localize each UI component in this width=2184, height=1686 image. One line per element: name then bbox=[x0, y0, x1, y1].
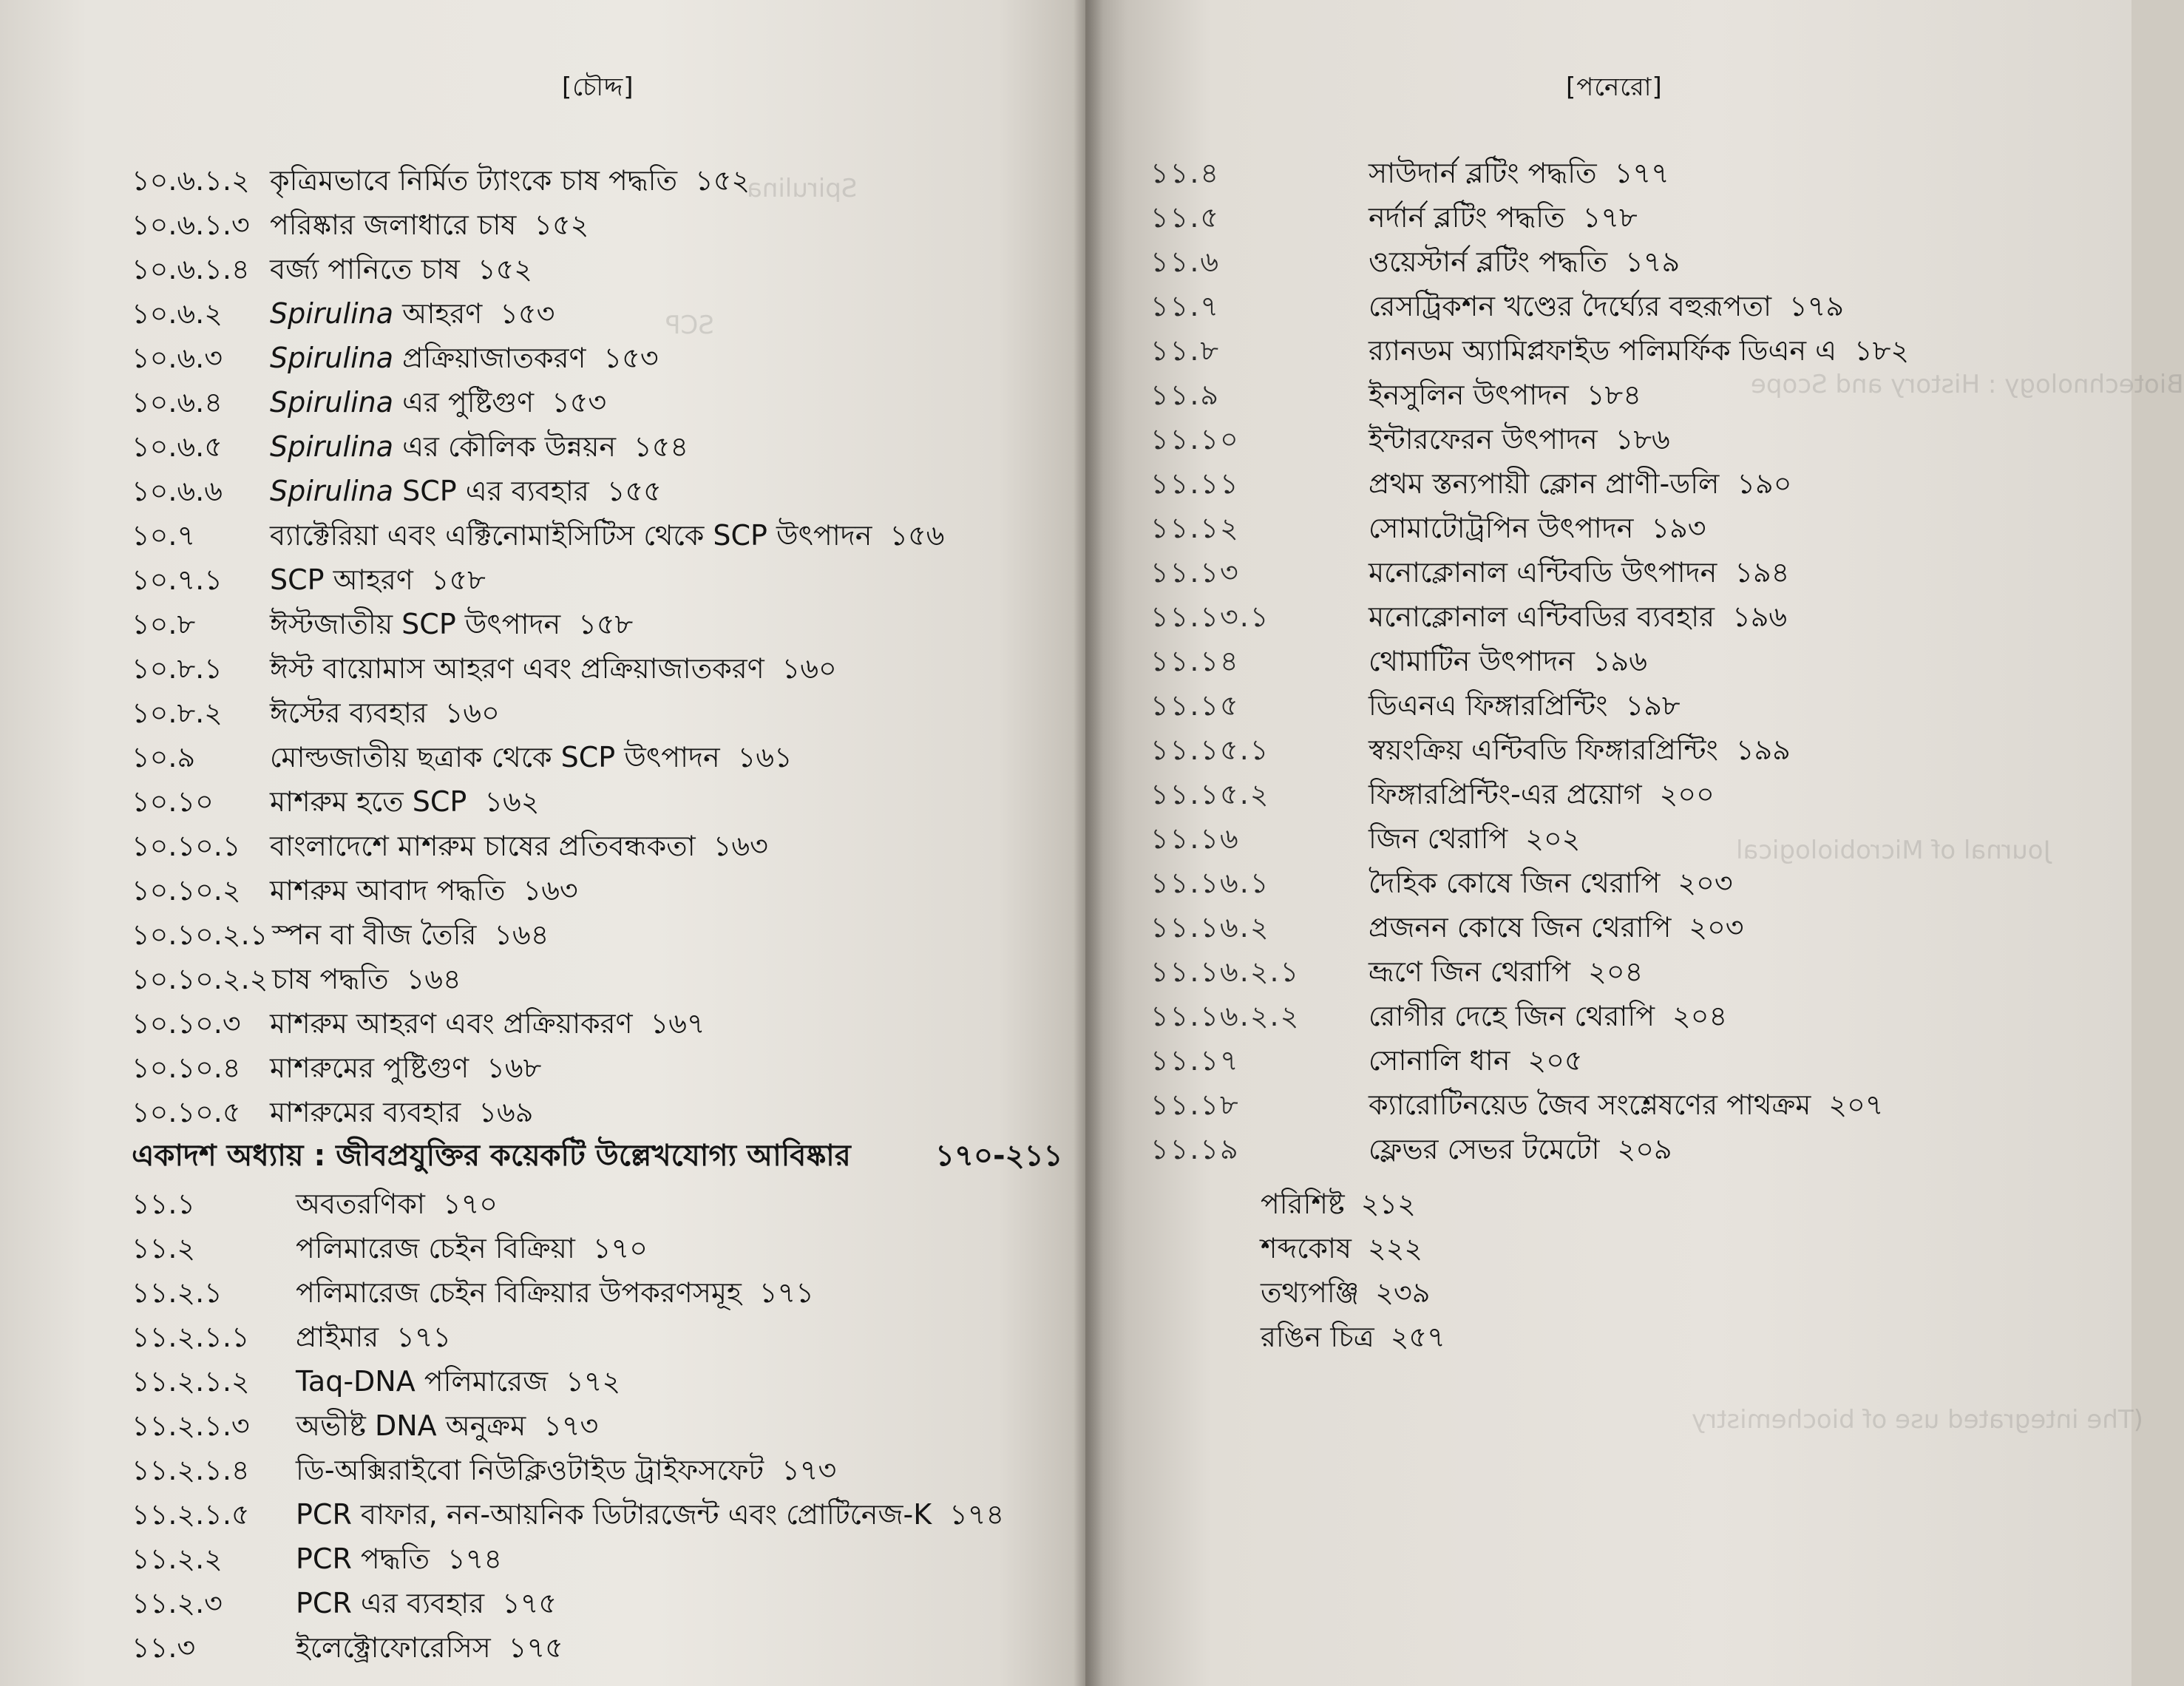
page-ref: ১৯৮ bbox=[1625, 689, 1681, 722]
section-title: প্রজনন কোষে জিন থেরাপি bbox=[1369, 911, 1672, 944]
toc-entry[interactable] bbox=[1150, 240, 2112, 284]
toc-entry[interactable] bbox=[132, 1090, 1041, 1134]
section-number: ১১.৯ bbox=[1150, 379, 1221, 411]
toc-entry[interactable] bbox=[1150, 728, 2112, 772]
genus-name: Spirulina bbox=[270, 386, 393, 419]
page-ref: ১৮৬ bbox=[1615, 423, 1670, 456]
page-ref: ১৬৯ bbox=[478, 1096, 534, 1128]
toc-entry[interactable] bbox=[132, 957, 1041, 1001]
section-number: ১১.১ bbox=[132, 1188, 196, 1220]
page-ref: ১৭৪ bbox=[949, 1498, 1005, 1531]
bleed-through-text: SCP bbox=[665, 311, 714, 340]
bleed-through-text: Biotechnology : History and Scope bbox=[1751, 370, 2184, 399]
section-title: ক্যারোটিনয়েড জৈব সংশ্লেষণের পাথক্রম bbox=[1369, 1089, 1811, 1121]
section-title: ঈস্টজাতীয় SCP উৎপাদন bbox=[270, 608, 561, 640]
section-title: ফ্লেভর সেভর টমেটো bbox=[1369, 1133, 1600, 1165]
section-number: ১১.১৫.১ bbox=[1150, 734, 1270, 766]
toc-entry[interactable] bbox=[132, 1448, 1041, 1492]
page-ref: ১৬০ bbox=[444, 697, 500, 729]
appendix-entry[interactable] bbox=[1261, 1270, 1430, 1315]
section-number: ১১.১৫.২ bbox=[1150, 778, 1270, 810]
page-ref: ১৬৪ bbox=[494, 918, 549, 951]
appendix-entry[interactable] bbox=[1261, 1182, 1416, 1226]
toc-entry[interactable] bbox=[1150, 284, 2112, 328]
section-number: ১১.২.১.৩ bbox=[132, 1409, 250, 1442]
section-title: দৈহিক কোষে জিন থেরাপি bbox=[1369, 867, 1661, 899]
toc-entry[interactable] bbox=[132, 1359, 1041, 1404]
section-title: PCR পদ্ধতি bbox=[296, 1543, 430, 1575]
page-ref: ১৭৯ bbox=[1625, 246, 1681, 278]
section-number: ১০.১০.৪ bbox=[132, 1052, 241, 1084]
section-number: ১১.১৫ bbox=[1150, 689, 1240, 722]
toc-entry[interactable] bbox=[1150, 1083, 2112, 1127]
page-ref: ১৭২ bbox=[566, 1365, 621, 1398]
toc-entry[interactable] bbox=[132, 380, 1041, 424]
toc-entry[interactable] bbox=[132, 913, 1041, 957]
toc-entry[interactable] bbox=[1150, 195, 2112, 240]
section-title: পলিমারেজ চেইন বিক্রিয়া bbox=[296, 1232, 575, 1264]
toc-entry[interactable] bbox=[1150, 994, 2112, 1038]
page-ref: ১৫৮ bbox=[578, 608, 634, 640]
page-ref: ২০৪ bbox=[1588, 955, 1644, 988]
section-title: কৃত্রিমভাবে নির্মিত ট্যাংকে চাষ পদ্ধতি bbox=[270, 164, 678, 197]
appendix-title: রঙিন চিত্র bbox=[1261, 1321, 1374, 1353]
page-ref: ১৭৮ bbox=[1582, 201, 1638, 234]
left-page-number: [চৌদ্দ] bbox=[562, 72, 634, 102]
page-ref: ২০৯ bbox=[1617, 1133, 1672, 1165]
page-ref: ১৭৭ bbox=[1614, 157, 1669, 189]
section-number: ১১.১৬.১ bbox=[1150, 867, 1270, 899]
section-number: ১১.৬ bbox=[1150, 246, 1221, 278]
toc-entry[interactable] bbox=[1150, 861, 2112, 905]
page-ref: ১৭০ bbox=[442, 1188, 498, 1220]
toc-entry[interactable] bbox=[132, 868, 1041, 913]
section-title: PCR এর ব্যবহার bbox=[296, 1587, 485, 1619]
page-ref: ১৫২ bbox=[534, 209, 589, 241]
chapter-title: একাদশ অধ্যায় : জীবপ্রযুক্তির কয়েকটি উল্লেখযোগ্য আবিষ্কার bbox=[132, 1139, 851, 1173]
section-number: ১১.৪ bbox=[1150, 157, 1221, 189]
page-ref: ১৬০ bbox=[781, 652, 837, 685]
section-title: ইনসুলিন উৎপাদন bbox=[1369, 379, 1569, 411]
section-title: PCR বাফার, নন-আয়নিক ডিটারজেন্ট এবং প্রোটিনেজ-K bbox=[296, 1498, 932, 1531]
section-title: র‍্যানডম অ্যামিপ্লফাইড পলিমর্ফিক ডিএন এ bbox=[1369, 334, 1837, 367]
section-title: ওয়েস্টার্ন ব্লটিং পদ্ধতি bbox=[1369, 246, 1608, 278]
toc-entry[interactable] bbox=[132, 1581, 1041, 1625]
page-ref: ১৬৩ bbox=[523, 874, 578, 907]
toc-entry[interactable] bbox=[132, 1315, 1041, 1359]
section-number: ১১.১৭ bbox=[1150, 1044, 1240, 1077]
section-number: ১০.১০.২ bbox=[132, 874, 241, 907]
chapter-heading[interactable] bbox=[132, 1133, 1063, 1179]
section-title: জিন থেরাপি bbox=[1369, 822, 1508, 855]
bleed-through-text: (The integrated use of biochemistry bbox=[1692, 1405, 2143, 1435]
section-title: Spirulina SCP এর ব্যবহার bbox=[270, 475, 589, 507]
bleed-through-text: Spirulina bbox=[747, 174, 858, 203]
page-ref: ১৯৪ bbox=[1734, 556, 1790, 589]
section-title: চাষ পদ্ধতি bbox=[272, 963, 389, 995]
toc-entry[interactable] bbox=[132, 1046, 1041, 1090]
toc-entry[interactable] bbox=[1150, 816, 2112, 861]
section-title: Spirulina এর পুষ্টিগুণ bbox=[270, 386, 535, 419]
toc-entry[interactable] bbox=[1150, 639, 2112, 683]
appendix-entry[interactable] bbox=[1261, 1226, 1422, 1270]
section-title: ইন্টারফেরন উৎপাদন bbox=[1369, 423, 1598, 456]
toc-entry[interactable] bbox=[1150, 683, 2112, 728]
page-ref: ১৫৩ bbox=[603, 342, 659, 374]
toc-entry[interactable] bbox=[132, 1404, 1041, 1448]
page-ref: ১৯০ bbox=[1737, 467, 1792, 500]
section-number: ১১.৩ bbox=[132, 1631, 196, 1664]
section-title: SCP আহরণ bbox=[270, 563, 413, 596]
section-title: ঈস্টের ব্যবহার bbox=[270, 697, 427, 729]
section-title: মনোক্লোনাল এন্টিবডির ব্যবহার bbox=[1369, 600, 1715, 633]
toc-entry[interactable] bbox=[1150, 1038, 2112, 1083]
section-number: ১০.৭.১ bbox=[132, 563, 223, 596]
genus-name: Spirulina bbox=[270, 342, 393, 374]
toc-entry[interactable] bbox=[132, 735, 1041, 779]
section-title: ইলেক্ট্রোফোরেসিস bbox=[296, 1631, 491, 1664]
bleed-through-text: Journal of Microbiological bbox=[1736, 836, 2051, 865]
section-number: ১১.১০ bbox=[1150, 423, 1240, 456]
section-number: ১০.১০ bbox=[132, 785, 214, 818]
section-number: ১১.৭ bbox=[1150, 290, 1221, 322]
page-ref: ১৫৮ bbox=[430, 563, 486, 596]
toc-entry[interactable] bbox=[132, 1270, 1041, 1315]
section-number: ১১.৮ bbox=[1150, 334, 1221, 367]
section-number: ১১.১৩ bbox=[1150, 556, 1240, 589]
page-ref: ২১২ bbox=[1360, 1188, 1416, 1220]
toc-entry[interactable] bbox=[1150, 151, 2112, 195]
section-title: সোনালি ধান bbox=[1369, 1044, 1510, 1077]
appendix-entry[interactable] bbox=[1261, 1315, 1445, 1359]
page-ref: ১৬৪ bbox=[406, 963, 461, 995]
section-number: ১১.১৬.২ bbox=[1150, 911, 1270, 944]
left-page bbox=[0, 0, 1085, 1686]
toc-entry[interactable] bbox=[132, 513, 1041, 558]
section-number: ১১.১৩.১ bbox=[1150, 600, 1270, 633]
page-ref: ১৭০ bbox=[592, 1232, 648, 1264]
page-ref: ১৫২ bbox=[695, 164, 750, 197]
appendix-title: তথ্যপঞ্জি bbox=[1261, 1276, 1360, 1309]
section-title: নর্দার্ন ব্লটিং পদ্ধতি bbox=[1369, 201, 1565, 234]
section-title: প্রথম স্তন্যপায়ী ক্লোন প্রাণী-ডলি bbox=[1369, 467, 1720, 500]
toc-entry[interactable] bbox=[1150, 772, 2112, 816]
section-title: ব্যাক্টেরিয়া এবং এক্টিনোমাইসিটিস থেকে SCP উৎপাদন bbox=[270, 519, 872, 552]
toc-entry[interactable] bbox=[132, 1182, 1041, 1226]
page-ref: ১৭৪ bbox=[447, 1543, 503, 1575]
section-number: ১১.২ bbox=[132, 1232, 196, 1264]
section-number: ১০.১০.১ bbox=[132, 830, 241, 862]
toc-entry[interactable] bbox=[132, 1492, 1041, 1537]
page-ref: ২০৩ bbox=[1678, 867, 1733, 899]
toc-entry[interactable] bbox=[132, 469, 1041, 513]
toc-entry[interactable] bbox=[132, 291, 1041, 336]
section-title: মাশরুমের পুষ্টিগুণ bbox=[270, 1052, 469, 1084]
section-number: ১১.১৬.২.১ bbox=[1150, 955, 1300, 988]
section-number: ১১.৫ bbox=[1150, 201, 1221, 234]
section-title: ভ্রূণে জিন থেরাপি bbox=[1369, 955, 1571, 988]
genus-name: Spirulina bbox=[270, 297, 393, 330]
section-number: ১০.১০.৩ bbox=[132, 1007, 241, 1040]
section-title: Taq-DNA পলিমারেজ bbox=[296, 1365, 549, 1398]
toc-entry[interactable] bbox=[1150, 461, 2112, 506]
toc-entry[interactable] bbox=[132, 1226, 1041, 1270]
toc-entry[interactable] bbox=[1150, 905, 2112, 949]
section-number: ১০.৭ bbox=[132, 519, 196, 552]
page-ref: ১৭৯ bbox=[1789, 290, 1845, 322]
toc-entry[interactable] bbox=[132, 203, 1041, 247]
right-page bbox=[1085, 0, 2184, 1686]
appendix-title: পরিশিষ্ট bbox=[1261, 1188, 1345, 1220]
section-number: ১০.৬.৬ bbox=[132, 475, 223, 507]
toc-entry[interactable] bbox=[132, 646, 1041, 691]
section-title: মাশরুম হতে SCP bbox=[270, 785, 467, 818]
section-number: ১০.৬.৫ bbox=[132, 430, 223, 463]
page-ref: ১৫৪ bbox=[634, 430, 689, 463]
page-ref: ২০৩ bbox=[1689, 911, 1744, 944]
page-ref: ২০৭ bbox=[1828, 1089, 1884, 1121]
section-title: রেসট্রিকশন খণ্ডের দৈর্ঘ্যের বহুরূপতা bbox=[1369, 290, 1772, 322]
page-ref: ১৬৩ bbox=[713, 830, 768, 862]
section-title: সাউদার্ন ব্লটিং পদ্ধতি bbox=[1369, 157, 1597, 189]
toc-entry[interactable] bbox=[132, 336, 1041, 380]
toc-entry[interactable] bbox=[132, 1625, 1041, 1670]
section-number: ১০.৬.১.২ bbox=[132, 164, 250, 197]
page-ref: ১৬১ bbox=[737, 741, 793, 773]
section-number: ১১.১৬ bbox=[1150, 822, 1240, 855]
section-title: মাশরুম আবাদ পদ্ধতি bbox=[270, 874, 506, 907]
page-ref: ১৬৮ bbox=[486, 1052, 542, 1084]
toc-entry[interactable] bbox=[132, 1001, 1041, 1046]
page-ref: ১৯৩ bbox=[1651, 512, 1706, 544]
section-title: স্বয়ংক্রিয় এন্টিবডি ফিঙ্গারপ্রিন্টিং bbox=[1369, 734, 1718, 766]
section-number: ১০.১০.৫ bbox=[132, 1096, 241, 1128]
section-number: ১০.৬.১.৪ bbox=[132, 253, 250, 285]
toc-entry[interactable] bbox=[132, 691, 1041, 735]
page-ref: ২০০ bbox=[1659, 778, 1715, 810]
page-ref: ১৫৩ bbox=[500, 297, 555, 330]
section-title: মনোক্লোনাল এন্টিবডি উৎপাদন bbox=[1369, 556, 1717, 589]
section-number: ১০.৬.৪ bbox=[132, 386, 223, 419]
page-ref: ১৭৩ bbox=[543, 1409, 599, 1442]
toc-entry[interactable] bbox=[132, 602, 1041, 646]
page-ref: ২৫৭ bbox=[1390, 1321, 1445, 1353]
page-ref: ২০২ bbox=[1525, 822, 1581, 855]
page-ref: ১৭৩ bbox=[781, 1454, 837, 1486]
section-number: ১১.১৯ bbox=[1150, 1133, 1240, 1165]
section-number: ১০.৮ bbox=[132, 608, 196, 640]
section-title: Spirulina এর কৌলিক উন্নয়ন bbox=[270, 430, 617, 463]
section-number: ১০.৬.১.৩ bbox=[132, 209, 250, 241]
page-ref: ১৫৬ bbox=[889, 519, 945, 552]
section-number: ১০.৬.২ bbox=[132, 297, 223, 330]
toc-entry[interactable] bbox=[1150, 506, 2112, 550]
section-number: ১১.১৮ bbox=[1150, 1089, 1240, 1121]
toc-entry[interactable] bbox=[1150, 1127, 2112, 1171]
section-number: ১১.১৪ bbox=[1150, 645, 1240, 677]
page-ref: ১৯৬ bbox=[1592, 645, 1647, 677]
page-ref: ২৩৯ bbox=[1375, 1276, 1431, 1309]
section-number: ১০.৮.১ bbox=[132, 652, 223, 685]
toc-entry[interactable] bbox=[1150, 949, 2112, 994]
page-ref: ১৬২ bbox=[484, 785, 540, 818]
section-title: মাশরুমের ব্যবহার bbox=[270, 1096, 461, 1128]
page-ref: ১৮২ bbox=[1854, 334, 1910, 367]
section-number: ১১.১২ bbox=[1150, 512, 1240, 544]
chapter-page-range: ১৭০-২১১ bbox=[935, 1139, 1063, 1173]
section-number: ১১.২.১.৪ bbox=[132, 1454, 250, 1486]
section-title: অভীষ্ট DNA অনুক্রম bbox=[296, 1409, 526, 1442]
section-number: ১০.১০.২.২ bbox=[132, 963, 268, 995]
section-title: প্রাইমার bbox=[296, 1321, 379, 1353]
section-title: ডিএনএ ফিঙ্গারপ্রিন্টিং bbox=[1369, 689, 1608, 722]
section-number: ১০.৬.৩ bbox=[132, 342, 223, 374]
section-title: পরিষ্কার জলাধারে চাষ bbox=[270, 209, 517, 241]
toc-entry[interactable] bbox=[132, 1537, 1041, 1581]
page-ref: ১৭১ bbox=[396, 1321, 452, 1353]
section-title: মোল্ডজাতীয় ছত্রাক থেকে SCP উৎপাদন bbox=[270, 741, 720, 773]
section-title: Spirulina আহরণ bbox=[270, 297, 483, 330]
page-ref: ১৭৫ bbox=[508, 1631, 563, 1664]
genus-name: Spirulina bbox=[270, 430, 393, 463]
section-title: অবতরণিকা bbox=[296, 1188, 425, 1220]
section-number: ১১.২.২ bbox=[132, 1543, 223, 1575]
section-title: স্পন বা বীজ তৈরি bbox=[272, 918, 477, 951]
section-title: বাংলাদেশে মাশরুম চাষের প্রতিবন্ধকতা bbox=[270, 830, 696, 862]
toc-entry[interactable] bbox=[1150, 417, 2112, 461]
page-ref: ১৮৪ bbox=[1586, 379, 1641, 411]
section-title: ফিঙ্গারপ্রিন্টিং-এর প্রয়োগ bbox=[1369, 778, 1642, 810]
section-title: ঈস্ট বায়োমাস আহরণ এবং প্রক্রিয়াজাতকরণ bbox=[270, 652, 764, 685]
section-number: ১১.১১ bbox=[1150, 467, 1240, 500]
section-number: ১১.১৬.২.২ bbox=[1150, 1000, 1300, 1032]
toc-entry[interactable] bbox=[1150, 328, 2112, 373]
page-ref: ১৫৫ bbox=[606, 475, 662, 507]
toc-entry[interactable] bbox=[132, 247, 1041, 291]
toc-entry[interactable] bbox=[1150, 373, 2112, 417]
right-page-number: [পনেরো] bbox=[1566, 72, 1663, 102]
appendix-title: শব্দকোষ bbox=[1261, 1232, 1352, 1264]
page-ref: ১৯৯ bbox=[1735, 734, 1791, 766]
section-title: সোমাটোট্রপিন উৎপাদন bbox=[1369, 512, 1634, 544]
section-number: ১০.১০.২.১ bbox=[132, 918, 268, 951]
toc-entry[interactable] bbox=[1150, 595, 2112, 639]
section-title: থোমাটিন উৎপাদন bbox=[1369, 645, 1575, 677]
toc-entry[interactable] bbox=[132, 158, 1041, 203]
toc-entry[interactable] bbox=[132, 779, 1041, 824]
page-ref: ১৫২ bbox=[477, 253, 532, 285]
section-number: ১১.২.১ bbox=[132, 1276, 223, 1309]
toc-entry[interactable] bbox=[132, 558, 1041, 602]
page-ref: ১৭৫ bbox=[502, 1587, 557, 1619]
section-title: Spirulina প্রক্রিয়াজাতকরণ bbox=[270, 342, 586, 374]
page-ref: ১৭১ bbox=[759, 1276, 814, 1309]
page-ref: ২০৪ bbox=[1672, 1000, 1728, 1032]
toc-entry[interactable] bbox=[132, 424, 1041, 469]
section-number: ১০.৮.২ bbox=[132, 697, 223, 729]
book-gutter bbox=[1074, 0, 1103, 1686]
section-title: রোগীর দেহে জিন থেরাপি bbox=[1369, 1000, 1655, 1032]
page-ref: ২২২ bbox=[1368, 1232, 1423, 1264]
section-number: ১১.২.১.৫ bbox=[132, 1498, 250, 1531]
page-ref: ২০৫ bbox=[1527, 1044, 1583, 1077]
page-ref: ১৯৬ bbox=[1732, 600, 1788, 633]
page-ref: ১৬৭ bbox=[650, 1007, 705, 1040]
page-ref: ১৫৩ bbox=[552, 386, 607, 419]
section-number: ১১.২.১.২ bbox=[132, 1365, 250, 1398]
section-number: ১০.৯ bbox=[132, 741, 196, 773]
section-title: বর্জ্য পানিতে চাষ bbox=[270, 253, 460, 285]
section-title: মাশরুম আহরণ এবং প্রক্রিয়াকরণ bbox=[270, 1007, 633, 1040]
section-title: পলিমারেজ চেইন বিক্রিয়ার উপকরণসমূহ bbox=[296, 1276, 742, 1309]
genus-name: Spirulina bbox=[270, 475, 393, 507]
section-number: ১১.২.৩ bbox=[132, 1587, 223, 1619]
section-number: ১১.২.১.১ bbox=[132, 1321, 250, 1353]
toc-entry[interactable] bbox=[132, 824, 1041, 868]
section-title: ডি-অক্সিরাইবো নিউক্লিওটাইড ট্রাইফসফেট bbox=[296, 1454, 764, 1486]
toc-entry[interactable] bbox=[1150, 550, 2112, 595]
